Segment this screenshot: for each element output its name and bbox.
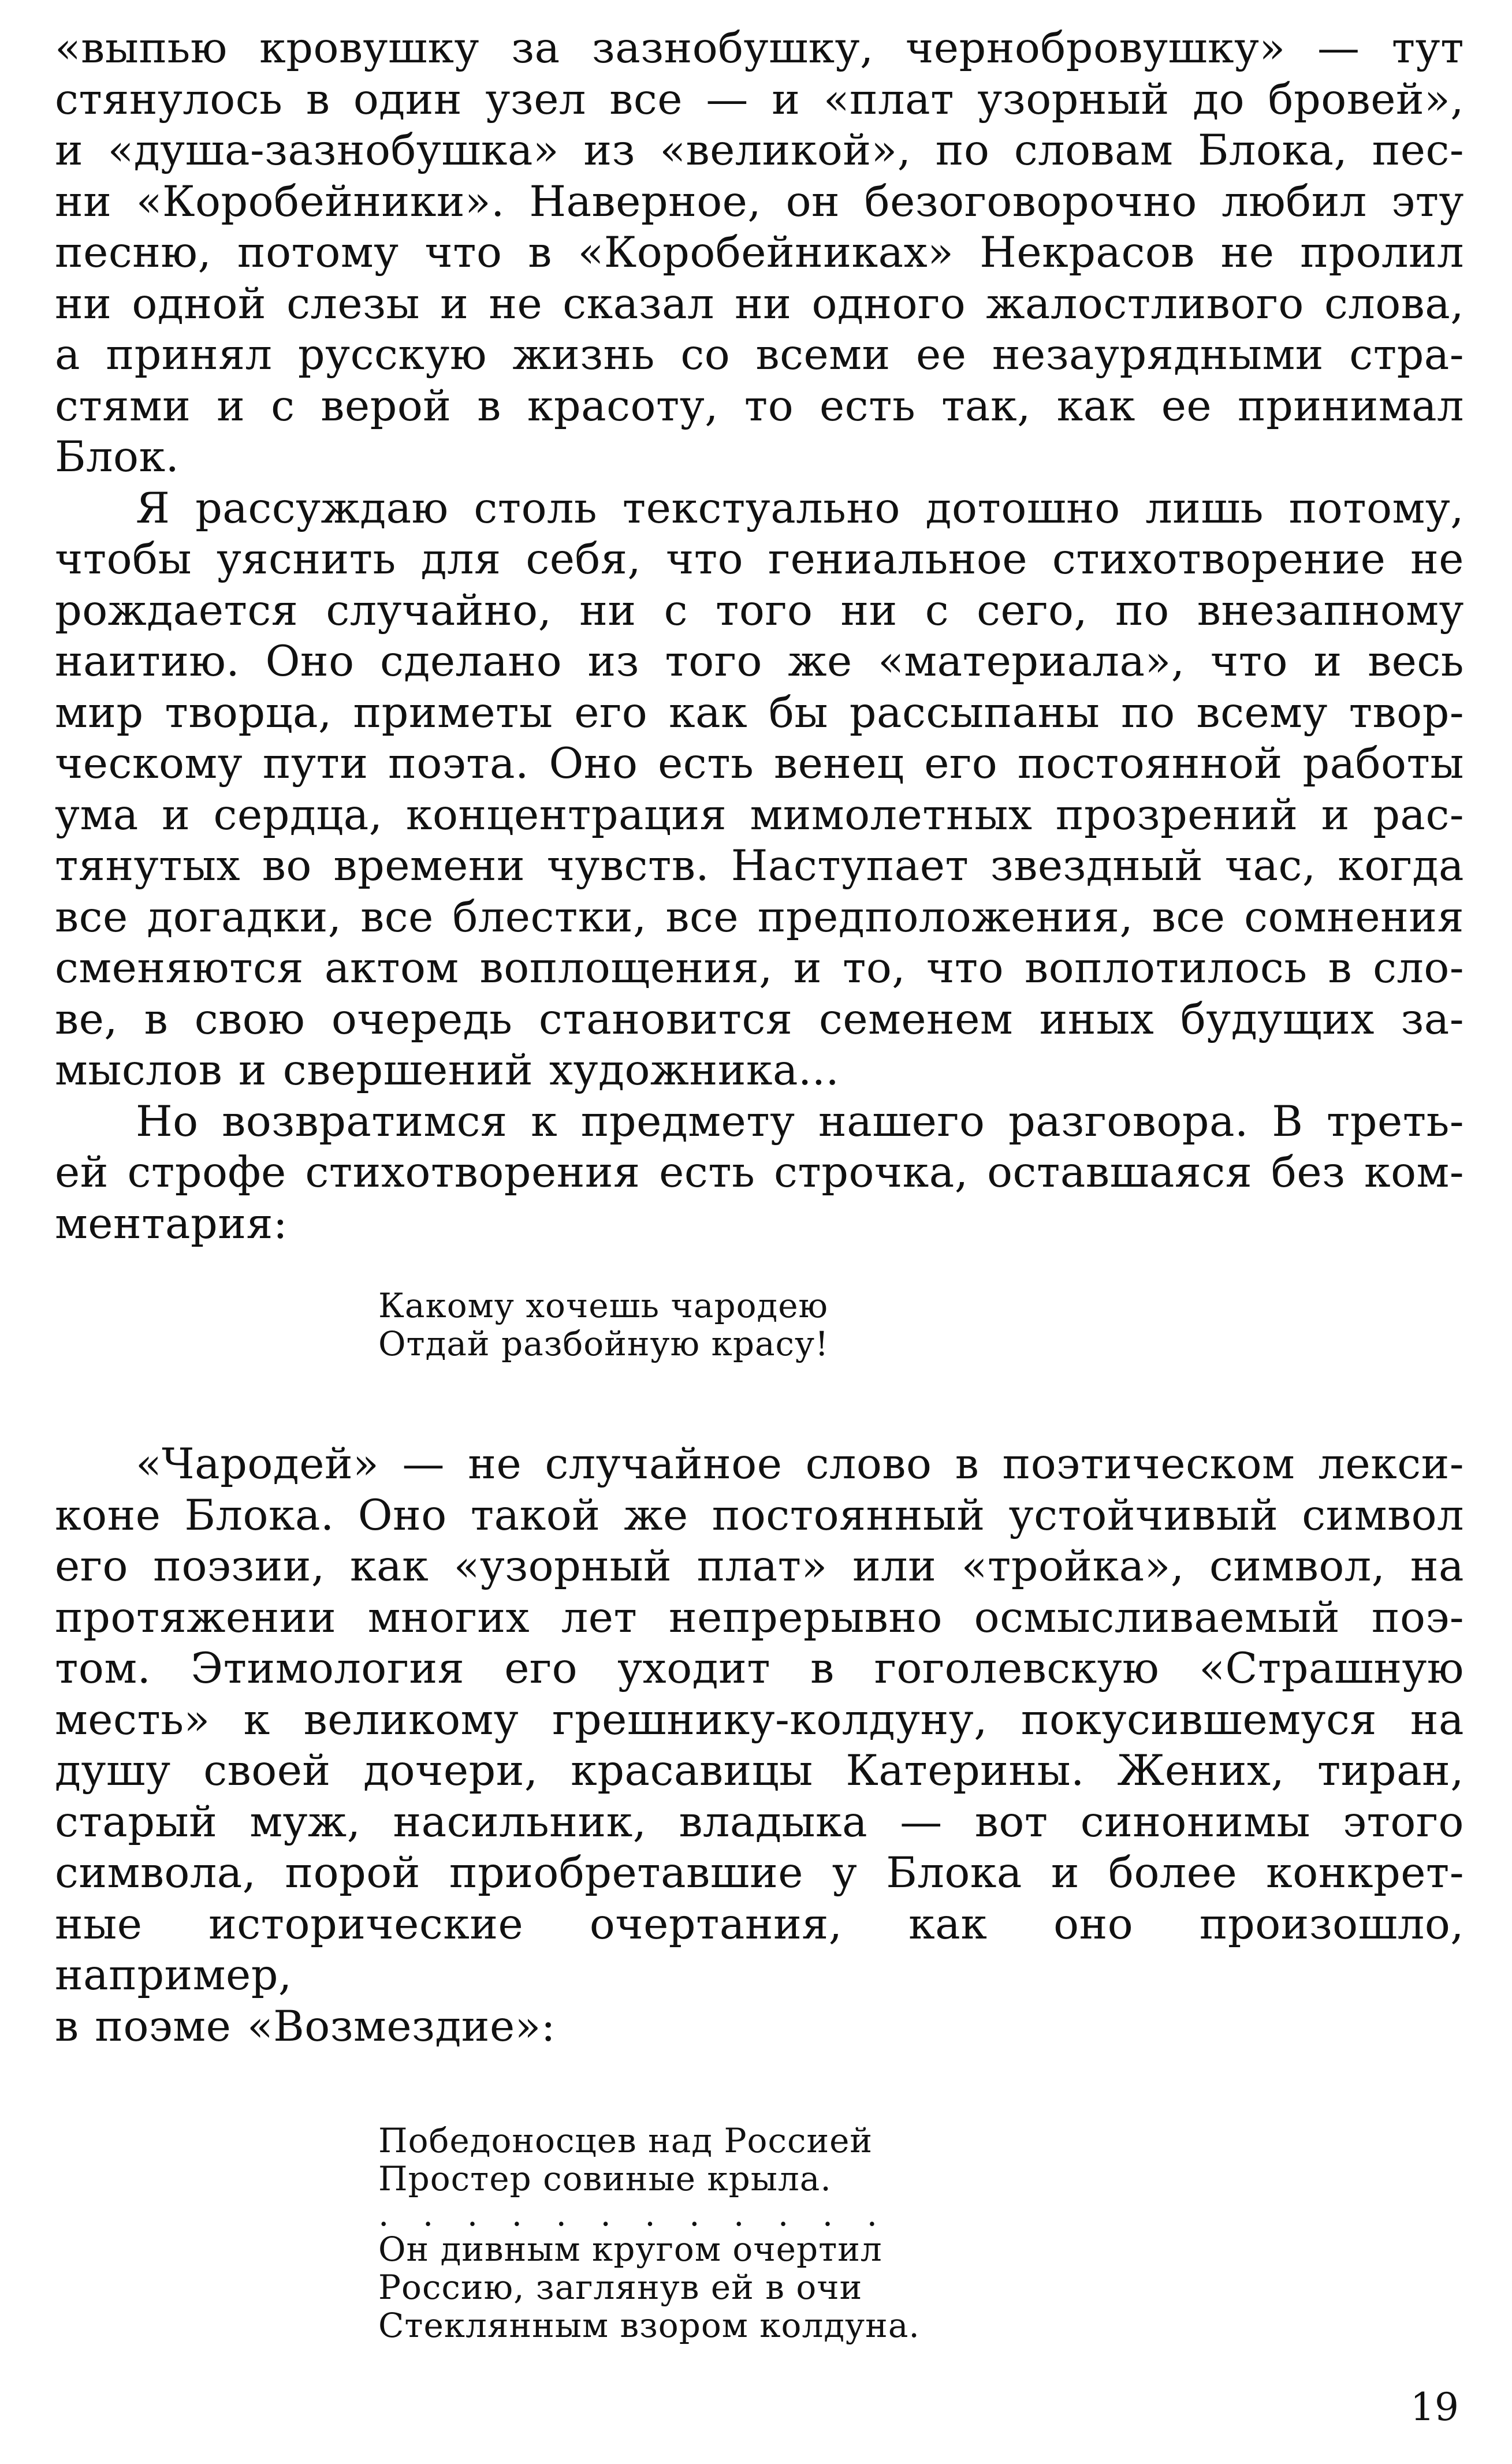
paragraph-2 — [55, 483, 1464, 1097]
text-line: мыслов и свершений художника... — [55, 1046, 840, 1095]
text-line: все догадки, все блестки, все предположения, все сомнения — [55, 892, 1464, 942]
paragraph-4 — [55, 1439, 1464, 2052]
text-line: Блок. — [55, 433, 180, 482]
text-line: стянулось в один узел все — и «плат узорный до бровей», — [55, 74, 1464, 124]
text-line: протяжении многих лет непрерывно осмысливаемый поэ- — [55, 1593, 1464, 1642]
verse-line: Стеклянным взором колдуна. — [378, 2306, 920, 2345]
text-line: душу своей дочери, красавицы Катерины. Жених, тиран, — [55, 1746, 1464, 1795]
paragraph-3 — [55, 1097, 1464, 1250]
text-line: ментария: — [55, 1199, 288, 1248]
text-line: ве, в свою очередь становится семенем иных будущих за- — [55, 994, 1464, 1044]
text-line: символа, порой приобретавшие у Блока и более конкрет- — [55, 1848, 1464, 1898]
text-line: ей строфе стихотворения есть строчка, оставшаяся без ком- — [55, 1148, 1464, 1197]
text-line: ные исторические очертания, как оно произошло, например, — [55, 1899, 1464, 2000]
text-line: «выпью кровушку за зазнобушку, чернобровушку» — тут — [55, 24, 1464, 73]
text-line: а принял русскую жизнь со всеми ее незаурядными стра- — [55, 330, 1464, 379]
text-line: наитию. Оно сделано из того же «материала», что и весь — [55, 637, 1464, 686]
text-line: том. Этимология его уходит в гоголевскую «Страшную — [55, 1644, 1464, 1693]
verse-line: Он дивным кругом очертил — [378, 2230, 882, 2269]
text-line: и «душа-зазнобушка» из «великой», по словам Блока, пес- — [55, 126, 1464, 175]
verse-line: Простер совиные крыла. — [378, 2159, 832, 2198]
text-line: ума и сердца, концентрация мимолетных прозрений и рас- — [55, 790, 1464, 840]
verse-line: Победоносцев над Россией — [378, 2121, 873, 2160]
text-line: Я рассуждаю столь текстуально дотошно лишь потому, — [136, 483, 1464, 533]
verse-line: Россию, заглянув ей в очи — [378, 2268, 863, 2307]
text-line: старый муж, насильник, владыка — вот синонимы этого — [55, 1797, 1464, 1847]
page-body — [55, 23, 1464, 2344]
text-line: тянутых во времени чувств. Наступает звездный час, когда — [55, 841, 1464, 890]
text-line: мир творца, приметы его как бы рассыпаны по всему твор- — [55, 688, 1464, 737]
text-line: коне Блока. Оно такой же постоянный устойчивый символ — [55, 1490, 1464, 1540]
verse-quote-2 — [378, 2122, 1464, 2344]
text-line: рождается случайно, ни с того ни с сего, по внезапному — [55, 586, 1464, 635]
text-line: чтобы уяснить для себя, что гениальное стихотворение не — [55, 535, 1464, 584]
text-line: стями и с верой в красоту, то есть так, как ее принимал — [55, 381, 1464, 431]
text-line: в поэме «Возмездие»: — [55, 2001, 556, 2051]
page-number: 19 — [1410, 2385, 1459, 2429]
paragraph-1 — [55, 23, 1464, 483]
verse-ellipsis: . . . . . . . . . . . . — [378, 2194, 889, 2234]
verse-quote-1 — [378, 1287, 1464, 1363]
text-line: сменяются актом воплощения, и то, что воплотилось в сло- — [55, 944, 1464, 993]
text-line: ни «Коробейники». Наверное, он безоговорочно любил эту — [55, 177, 1464, 226]
verse-line: Какому хочешь чародею — [378, 1286, 829, 1325]
text-line: месть» к великому грешнику-колдуну, покусившемуся на — [55, 1695, 1464, 1744]
text-line: его поэзии, как «узорный плат» или «тройка», символ, на — [55, 1542, 1464, 1591]
text-line: ни одной слезы и не сказал ни одного жалостливого слова, — [55, 279, 1464, 329]
verse-line: Отдай разбойную красу! — [378, 1324, 829, 1363]
text-line: ческому пути поэта. Оно есть венец его постоянной работы — [55, 739, 1464, 788]
text-line: Но возвратимся к предмету нашего разговора. В треть- — [136, 1097, 1464, 1146]
text-line: «Чародей» — не случайное слово в поэтическом лекси- — [136, 1440, 1464, 1489]
text-line: песню, потому что в «Коробейниках» Некрасов не пролил — [55, 228, 1464, 277]
